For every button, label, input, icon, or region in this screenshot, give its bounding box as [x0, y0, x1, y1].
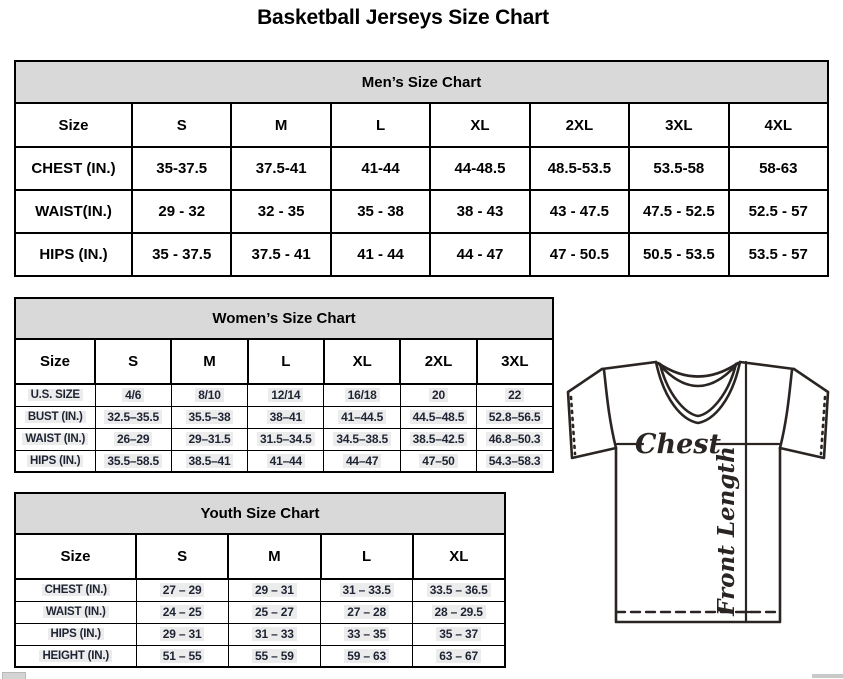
table-row: [15, 428, 553, 450]
value-cell: [171, 428, 247, 450]
value-cell: [413, 645, 505, 667]
value-cell: [324, 406, 400, 428]
cropped-element-fragment-left: [2, 672, 26, 679]
value-cell: [400, 428, 476, 450]
table-row: [15, 233, 828, 276]
value-cell: [95, 428, 171, 450]
value-cell: [171, 406, 247, 428]
size-column-header: XL: [430, 103, 529, 147]
cell-text: 12/14: [268, 388, 303, 402]
value-cell: [231, 147, 330, 190]
cell-text: 44-48.5: [454, 160, 506, 177]
size-column-header: S: [95, 339, 171, 384]
body-outline: [616, 448, 780, 622]
cell-text: 26–29: [114, 432, 152, 446]
womens-size-chart-section: [14, 297, 554, 473]
cell-text: 24 – 25: [160, 605, 205, 619]
size-column-header: XL: [413, 534, 505, 579]
cell-text: 35.5–58.5: [104, 454, 162, 468]
size-column-header: XL: [324, 339, 400, 384]
cell-text: CHEST (IN.): [42, 584, 110, 596]
cell-text: 53.5 - 57: [748, 246, 808, 263]
youth-size-table: [14, 533, 506, 668]
right-shoulder-line: [740, 362, 794, 369]
value-cell: [729, 147, 828, 190]
value-cell: [477, 384, 553, 406]
value-cell: [324, 450, 400, 472]
cell-text: 22: [505, 388, 524, 402]
cell-text: 38–41: [267, 410, 305, 424]
value-cell: [324, 384, 400, 406]
value-cell: [324, 428, 400, 450]
value-cell: [95, 384, 171, 406]
cell-text: 51 – 55: [160, 649, 205, 663]
cell-text: 44.5–48.5: [410, 410, 468, 424]
value-cell: [430, 190, 529, 233]
row-label-cell: [15, 406, 95, 428]
cell-text: WAIST(IN.): [35, 203, 112, 220]
table-row: [15, 623, 505, 645]
cell-text: 34.5–38.5: [333, 432, 391, 446]
chest-measure-label: Chest: [635, 429, 721, 460]
size-label-header: Size: [15, 103, 132, 147]
row-label-cell: [15, 147, 132, 190]
row-label-cell: [15, 190, 132, 233]
row-label-cell: [15, 645, 136, 667]
cell-text: 16/18: [345, 388, 380, 402]
value-cell: [228, 579, 320, 601]
cell-text: 4/6: [122, 388, 144, 402]
value-cell: [95, 406, 171, 428]
value-cell: [95, 450, 171, 472]
cell-text: 43 - 47.5: [549, 203, 609, 220]
page-title: Basketball Jerseys Size Chart: [257, 6, 549, 29]
size-label-header: Size: [15, 339, 95, 384]
cell-text: 44 - 47: [456, 246, 504, 263]
value-cell: [132, 190, 231, 233]
cell-text: 41–44.5: [338, 410, 386, 424]
value-cell: [136, 645, 228, 667]
row-label-cell: [15, 601, 136, 623]
size-column-header: 4XL: [729, 103, 828, 147]
cell-text: 50.5 - 53.5: [642, 246, 715, 263]
cell-text: 52.5 - 57: [748, 203, 808, 220]
youth-chart-title: Youth Size Chart: [14, 492, 506, 533]
cell-text: 31 – 33: [252, 627, 297, 641]
value-cell: [231, 233, 330, 276]
cell-text: 29 – 31: [160, 627, 205, 641]
cell-text: 29 - 32: [158, 203, 206, 220]
cell-text: 54.3–58.3: [486, 454, 544, 468]
size-label-header: Size: [15, 534, 136, 579]
value-cell: [530, 147, 629, 190]
value-cell: [629, 190, 728, 233]
table-row: [15, 579, 505, 601]
size-column-header: L: [331, 103, 430, 147]
value-cell: [136, 601, 228, 623]
cell-text: 41-44: [361, 160, 400, 177]
value-cell: [400, 406, 476, 428]
cell-text: 41–44: [267, 454, 305, 468]
value-cell: [248, 450, 324, 472]
value-cell: [248, 384, 324, 406]
row-label-cell: [15, 623, 136, 645]
cell-text: 33.5 – 36.5: [427, 583, 491, 597]
cell-text: 29–31.5: [186, 432, 234, 446]
table-row: [15, 450, 553, 472]
cell-text: 47.5 - 52.5: [642, 203, 715, 220]
row-label-cell: [15, 428, 95, 450]
value-cell: [132, 147, 231, 190]
value-cell: [530, 190, 629, 233]
cell-text: 37.5 - 41: [251, 246, 311, 263]
value-cell: [477, 428, 553, 450]
cell-text: 35.5–38: [186, 410, 234, 424]
womens-table-container: [14, 338, 554, 473]
youth-table-container: [14, 533, 506, 668]
cell-text: 27 – 29: [160, 583, 205, 597]
row-label-cell: [15, 384, 95, 406]
value-cell: [321, 579, 413, 601]
cell-text: 8/10: [195, 388, 224, 402]
collar-arc-lower: [659, 364, 737, 386]
size-column-header: 3XL: [477, 339, 553, 384]
value-cell: [228, 623, 320, 645]
cell-text: 38.5–41: [186, 454, 234, 468]
table-row: [15, 645, 505, 667]
table-row: [15, 190, 828, 233]
cell-text: 47–50: [419, 454, 457, 468]
cell-text: 35 - 38: [357, 203, 404, 220]
table-row: [15, 147, 828, 190]
cell-text: 59 – 63: [344, 649, 389, 663]
value-cell: [477, 450, 553, 472]
row-label-cell: [15, 579, 136, 601]
cell-text: U.S. SIZE: [28, 389, 83, 401]
womens-chart-title: Women’s Size Chart: [14, 297, 554, 338]
size-column-header: L: [248, 339, 324, 384]
cell-text: 46.8–50.3: [486, 432, 544, 446]
cell-text: 48.5-53.5: [547, 160, 612, 177]
cell-text: 20: [429, 388, 448, 402]
cell-text: 25 – 27: [252, 605, 297, 619]
value-cell: [171, 450, 247, 472]
cell-text: 38.5–42.5: [410, 432, 468, 446]
table-row: [15, 406, 553, 428]
row-label-cell: [15, 450, 95, 472]
value-cell: [413, 579, 505, 601]
cell-text: BUST (IN.): [25, 411, 86, 423]
cell-text: 41 - 44: [357, 246, 404, 263]
cell-text: 52.8–56.5: [486, 410, 544, 424]
cell-text: 32.5–35.5: [104, 410, 162, 424]
value-cell: [477, 406, 553, 428]
cell-text: 27 – 28: [344, 605, 389, 619]
table-row: [15, 601, 505, 623]
jersey-outline-drawing: [556, 356, 842, 656]
mens-size-chart-section: [14, 60, 829, 277]
value-cell: [248, 406, 324, 428]
size-column-header: 2XL: [530, 103, 629, 147]
size-column-header: S: [132, 103, 231, 147]
front-length-measure-label: Front Length: [713, 446, 740, 616]
size-column-header: S: [136, 534, 228, 579]
value-cell: [321, 645, 413, 667]
cell-text: 28 – 29.5: [432, 605, 486, 619]
youth-size-chart-section: [14, 492, 506, 668]
womens-size-table: [14, 338, 554, 473]
cell-text: 53.5-58: [653, 160, 705, 177]
value-cell: [530, 233, 629, 276]
left-shoulder-line: [602, 362, 656, 369]
value-cell: [629, 147, 728, 190]
value-cell: [629, 233, 728, 276]
value-cell: [321, 601, 413, 623]
value-cell: [231, 190, 330, 233]
header-row: [15, 103, 828, 147]
value-cell: [321, 623, 413, 645]
size-column-header: L: [321, 534, 413, 579]
value-cell: [248, 428, 324, 450]
value-cell: [228, 645, 320, 667]
cell-text: 55 – 59: [252, 649, 297, 663]
value-cell: [171, 384, 247, 406]
value-cell: [413, 601, 505, 623]
right-armhole-seam: [780, 370, 792, 448]
value-cell: [331, 233, 430, 276]
size-column-header: M: [231, 103, 330, 147]
jersey-measurement-diagram: [556, 356, 842, 656]
value-cell: [331, 190, 430, 233]
cell-text: 31 – 33.5: [340, 583, 394, 597]
cell-text: 37.5-41: [255, 160, 307, 177]
cell-text: HIPS (IN.): [27, 455, 83, 467]
value-cell: [400, 384, 476, 406]
cell-text: CHEST (IN.): [31, 160, 116, 177]
size-column-header: 2XL: [400, 339, 476, 384]
mens-chart-title: Men’s Size Chart: [14, 60, 829, 102]
value-cell: [228, 601, 320, 623]
cell-text: 33 – 35: [344, 627, 389, 641]
cell-text: 38 - 43: [456, 203, 504, 220]
cell-text: WAIST (IN.): [22, 433, 88, 445]
row-label-cell: [15, 233, 132, 276]
header-row: [15, 534, 505, 579]
value-cell: [331, 147, 430, 190]
cropped-element-fragment-right: [812, 674, 843, 678]
size-column-header: 3XL: [629, 103, 728, 147]
cell-text: HEIGHT (IN.): [39, 650, 112, 662]
left-armhole-seam: [604, 370, 616, 448]
cell-text: 44–47: [343, 454, 381, 468]
cell-text: HIPS (IN.): [48, 628, 104, 640]
cell-text: 29 – 31: [252, 583, 297, 597]
value-cell: [136, 579, 228, 601]
value-cell: [729, 233, 828, 276]
value-cell: [729, 190, 828, 233]
cell-text: HIPS (IN.): [39, 246, 108, 263]
cell-text: 35-37.5: [156, 160, 208, 177]
value-cell: [413, 623, 505, 645]
cell-text: 63 – 67: [436, 649, 481, 663]
size-column-header: M: [228, 534, 320, 579]
value-cell: [400, 450, 476, 472]
cell-text: 32 - 35: [257, 203, 305, 220]
value-cell: [132, 233, 231, 276]
mens-table-container: [14, 102, 829, 277]
cell-text: 58-63: [759, 160, 798, 177]
mens-size-table: [14, 102, 829, 277]
size-column-header: M: [171, 339, 247, 384]
cell-text: 31.5–34.5: [257, 432, 315, 446]
cell-text: 35 - 37.5: [152, 246, 212, 263]
cell-text: WAIST (IN.): [43, 606, 109, 618]
header-row: [15, 339, 553, 384]
value-cell: [430, 147, 529, 190]
table-row: [15, 384, 553, 406]
vneck-outer: [656, 362, 740, 423]
value-cell: [430, 233, 529, 276]
cell-text: 47 - 50.5: [549, 246, 609, 263]
value-cell: [136, 623, 228, 645]
cell-text: 35 – 37: [436, 627, 481, 641]
